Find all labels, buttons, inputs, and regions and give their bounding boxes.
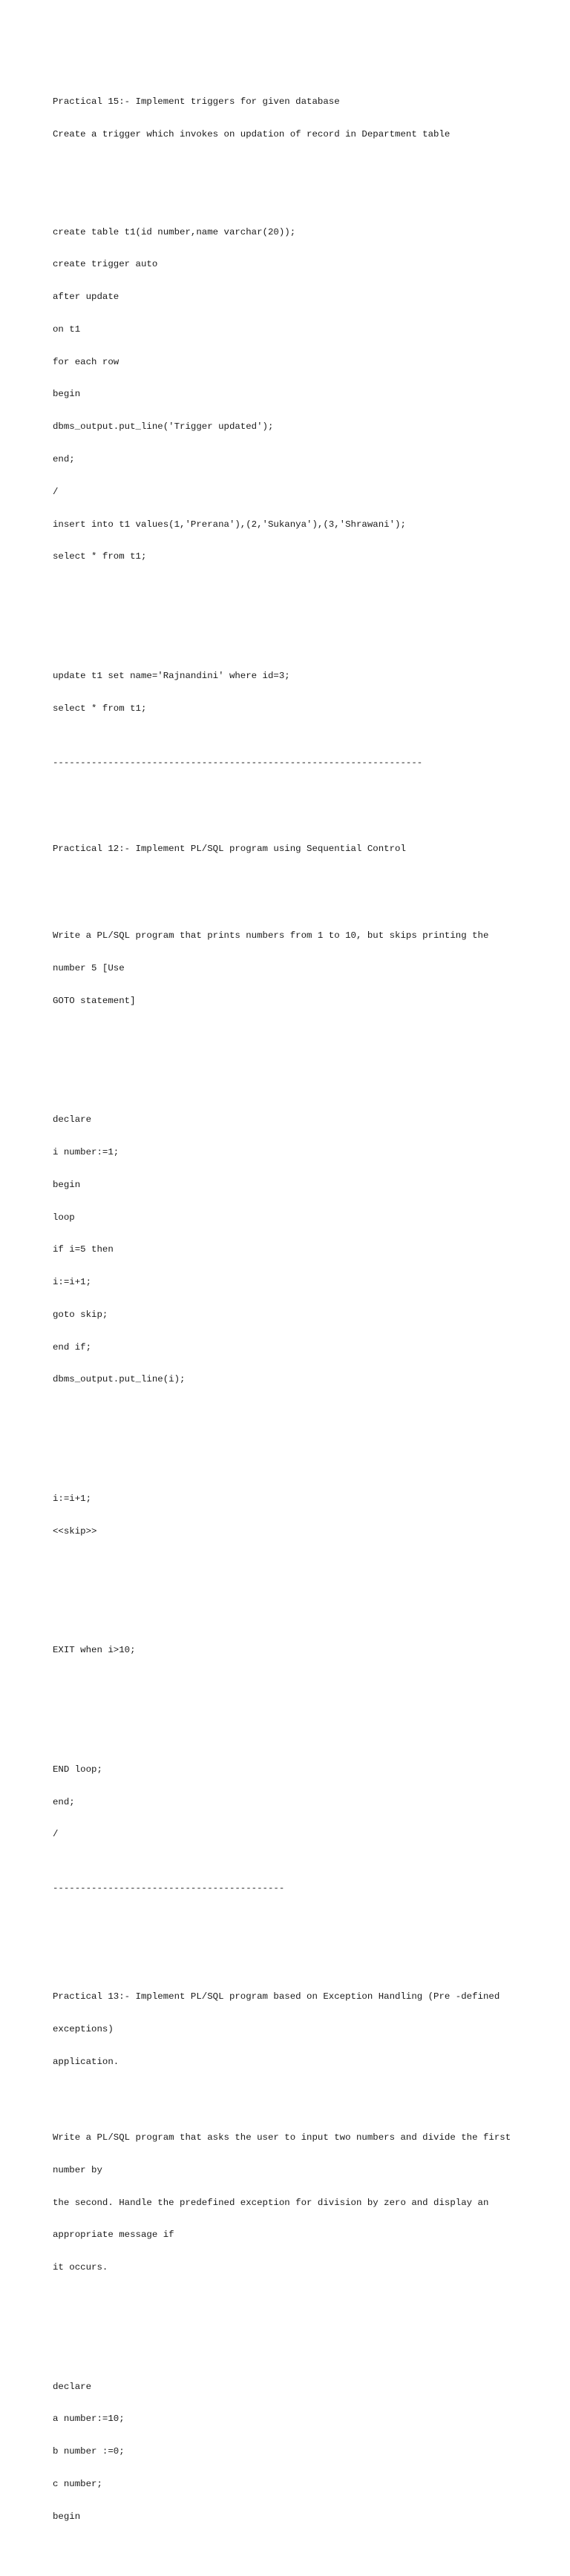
blank-line <box>53 1699 565 1710</box>
code-line: update t1 set name='Rajnandini' where id=3; <box>53 670 290 681</box>
code-line: goto skip; <box>53 1309 108 1320</box>
practical-12-task <box>53 909 565 1028</box>
code-line: dbms_output.put_line('Trigger updated'); <box>53 421 274 433</box>
practical-12-code-block-4 <box>53 1743 565 1862</box>
code-line: i:=i+1; <box>53 1493 92 1504</box>
code-line: end; <box>53 453 75 464</box>
code-line: after update <box>53 292 119 303</box>
code-line: EXIT when i>10; <box>53 1645 136 1656</box>
code-line: for each row <box>53 356 119 367</box>
practical-15-code-block-2 <box>53 649 565 736</box>
code-line: / <box>53 486 59 497</box>
code-line: a number:=10; <box>53 2414 125 2425</box>
section-separator: ------------------------------------------------------------------- <box>53 757 423 768</box>
code-line: i number:=1; <box>53 1146 119 1157</box>
code-line: declare <box>53 2381 92 2392</box>
code-line: insert into t1 values(1,'Prerana'),(2,'Sukanya'),(3,'Shrawani'); <box>53 519 406 530</box>
blank-line <box>53 1050 565 1061</box>
task-line: appropriate message if <box>53 2230 174 2241</box>
heading-line: Practical 13:- Implement PL/SQL program based on Exception Handling (Pre -defined <box>53 1991 500 2002</box>
practical-12-code-block-3 <box>53 1623 565 1678</box>
code-line: on t1 <box>53 323 81 335</box>
practical-13-task <box>53 2111 565 2295</box>
code-line: i:=i+1; <box>53 1277 92 1288</box>
blank-line <box>53 789 565 801</box>
code-line: end; <box>53 1796 75 1807</box>
task-line: number by <box>53 2164 102 2175</box>
blank-line <box>53 876 565 887</box>
practical-15-heading: Practical 15:- Implement triggers for given database <box>53 96 340 108</box>
practical-13-code-block-1 <box>53 2359 565 2543</box>
practical-12-code-block-1 <box>53 1093 565 1407</box>
task-line: Write a PL/SQL program that asks the user to input two numbers and divide the first <box>53 2132 511 2143</box>
code-line: c number; <box>53 2479 102 2489</box>
code-line: dbms_output.put_line(i); <box>53 1374 186 1385</box>
code-line: create trigger auto <box>53 259 158 270</box>
task-line: it occurs. <box>53 2262 108 2273</box>
code-line: begin <box>53 1179 81 1190</box>
blank-line <box>53 162 565 173</box>
blank-line <box>53 1428 565 1439</box>
code-line: begin <box>53 389 81 400</box>
blank-line <box>53 1916 565 1927</box>
practical-15-code-block-1 <box>53 205 565 584</box>
code-line: b number :=0; <box>53 2446 125 2457</box>
code-line: if i=5 then <box>53 1244 114 1255</box>
code-line: loop <box>53 1212 75 1223</box>
practical-13-heading <box>53 1970 565 2089</box>
practical-15-task: Create a trigger which invokes on updation of record in Department table <box>53 129 451 140</box>
code-line: begin <box>53 2511 81 2522</box>
code-line: declare <box>53 1114 92 1126</box>
code-line: END loop; <box>53 1764 102 1775</box>
practical-12-heading: Practical 12:- Implement PL/SQL program using Sequential Control <box>53 844 406 855</box>
code-line: end if; <box>53 1341 92 1353</box>
task-line: Write a PL/SQL program that prints numbers from 1 to 10, but skips printing the <box>53 930 489 942</box>
code-line: <<skip>> <box>53 1525 97 1537</box>
heading-line: exceptions) <box>53 2024 114 2035</box>
code-line: select * from t1; <box>53 703 147 714</box>
section-separator: ------------------------------------------ <box>53 1883 285 1894</box>
code-line: create table t1(id number,name varchar(20)); <box>53 226 296 237</box>
task-line: number 5 [Use <box>53 962 125 973</box>
blank-line <box>53 2316 565 2327</box>
practical-12-code-block-2 <box>53 1472 565 1559</box>
document-body <box>53 53 565 2576</box>
blank-line <box>53 1580 565 1591</box>
heading-line: application. <box>53 2056 119 2067</box>
blank-line <box>53 605 565 617</box>
task-line: the second. Handle the predefined exception for division by zero and display an <box>53 2197 489 2208</box>
code-line: select * from t1; <box>53 551 147 562</box>
task-line: GOTO statement] <box>53 995 136 1006</box>
code-line: / <box>53 1829 59 1840</box>
